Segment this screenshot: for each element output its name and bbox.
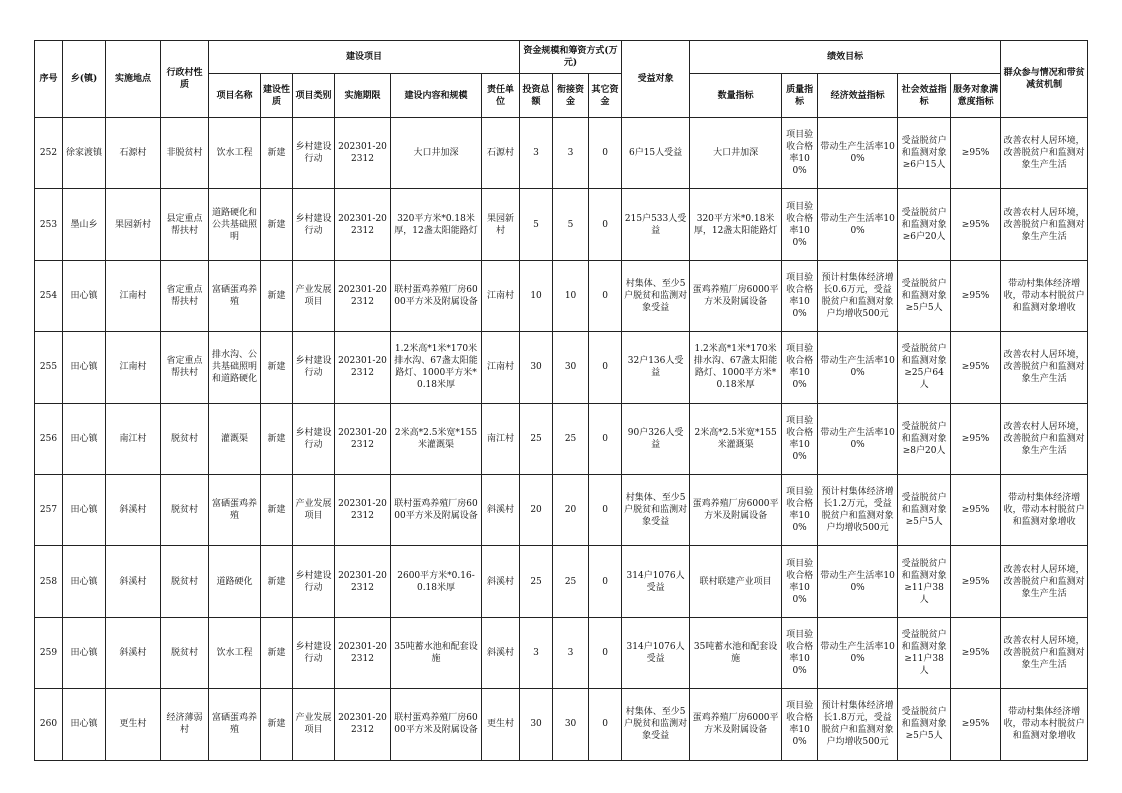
header-period: 实施期限 <box>335 74 391 118</box>
cell-content-scale: 2米高*2.5米宽*155米灌溉渠 <box>391 403 482 474</box>
cell-period: 202301-202312 <box>335 546 391 617</box>
cell-other-funds: 0 <box>589 617 622 688</box>
cell-satisfaction-indicator: ≥95% <box>951 260 1001 331</box>
header-town: 乡(镇) <box>63 41 106 118</box>
cell-total-investment: 3 <box>520 118 553 189</box>
cell-quality-indicator: 项目验收合格率100% <box>782 689 818 760</box>
cell-project-type: 乡村建设行动 <box>293 118 335 189</box>
header-construction: 建设项目 <box>209 41 520 74</box>
header-social-indicator: 社会效益指标 <box>898 74 951 118</box>
cell-quantity-indicator: 1.2米高*1米*170米排水沟、67盏太阳能路灯、1000平方米*0.18米厚 <box>690 332 782 403</box>
cell-total-investment: 30 <box>520 332 553 403</box>
cell-seq: 255 <box>35 332 63 403</box>
header-responsible-unit: 责任单位 <box>482 74 520 118</box>
cell-period: 202301-202312 <box>335 189 391 260</box>
header-participation: 群众参与情况和带贫减贫机制 <box>1001 41 1088 118</box>
cell-quality-indicator: 项目验收合格率100% <box>782 118 818 189</box>
cell-project-name: 饮水工程 <box>209 118 261 189</box>
cell-other-funds: 0 <box>589 403 622 474</box>
cell-seq: 256 <box>35 403 63 474</box>
cell-total-investment: 5 <box>520 189 553 260</box>
cell-responsible-unit: 江南村 <box>482 260 520 331</box>
cell-economic-indicator: 带动生产生活率100% <box>818 118 898 189</box>
cell-seq: 253 <box>35 189 63 260</box>
cell-beneficiary: 村集体、至少5户脱贫和监测对象受益 <box>622 260 690 331</box>
cell-beneficiary: 90户326人受益 <box>622 403 690 474</box>
cell-social-indicator: 受益脱贫户和监测对象≥5户5人 <box>898 260 951 331</box>
cell-beneficiary: 215户533人受益 <box>622 189 690 260</box>
cell-location: 斜溪村 <box>106 474 161 545</box>
cell-participation: 改善农村人居环境，改善脱贫户和监测对象生产生活 <box>1001 189 1088 260</box>
cell-other-funds: 0 <box>589 260 622 331</box>
cell-quantity-indicator: 320平方米*0.18米厚，12盏太阳能路灯 <box>690 189 782 260</box>
cell-build-nature: 新建 <box>261 474 293 545</box>
cell-project-name: 道路硬化 <box>209 546 261 617</box>
cell-location: 江南村 <box>106 260 161 331</box>
cell-total-investment: 3 <box>520 617 553 688</box>
cell-village-nature: 非脱贫村 <box>161 118 209 189</box>
header-seq: 序号 <box>35 41 63 118</box>
cell-village-nature: 脱贫村 <box>161 546 209 617</box>
cell-responsible-unit: 斜溪村 <box>482 617 520 688</box>
cell-responsible-unit: 南江村 <box>482 403 520 474</box>
cell-quality-indicator: 项目验收合格率100% <box>782 617 818 688</box>
project-table <box>34 40 1088 761</box>
cell-beneficiary: 村集体、至少5户脱贫和监测对象受益 <box>622 689 690 760</box>
cell-project-name: 道路硬化和公共基础照明 <box>209 189 261 260</box>
cell-participation: 改善农村人居环境，改善脱贫户和监测对象生产生活 <box>1001 118 1088 189</box>
header-other-funds: 其它资金 <box>589 74 622 118</box>
header-funding: 资金规模和筹资方式(万元) <box>520 41 622 74</box>
cell-village-nature: 县定重点帮扶村 <box>161 189 209 260</box>
cell-other-funds: 0 <box>589 118 622 189</box>
cell-beneficiary: 6户15人受益 <box>622 118 690 189</box>
cell-participation: 带动村集体经济增收，带动本村脱贫户和监测对象增收 <box>1001 474 1088 545</box>
header-total-investment: 投资总额 <box>520 74 553 118</box>
cell-town: 田心镇 <box>63 617 106 688</box>
cell-economic-indicator: 带动生产生活率100% <box>818 403 898 474</box>
cell-period: 202301-202312 <box>335 617 391 688</box>
cell-satisfaction-indicator: ≥95% <box>951 617 1001 688</box>
cell-project-name: 排水沟、公共基础照明和道路硬化 <box>209 332 261 403</box>
cell-other-funds: 0 <box>589 689 622 760</box>
project-sheet <box>34 40 1088 761</box>
cell-seq: 258 <box>35 546 63 617</box>
cell-quality-indicator: 项目验收合格率100% <box>782 189 818 260</box>
table-row <box>35 332 1088 403</box>
cell-period: 202301-202312 <box>335 403 391 474</box>
cell-social-indicator: 受益脱贫户和监测对象≥6户15人 <box>898 118 951 189</box>
cell-town: 徐家渡镇 <box>63 118 106 189</box>
cell-participation: 带动村集体经济增收，带动本村脱贫户和监测对象增收 <box>1001 260 1088 331</box>
cell-participation: 改善农村人居环境，改善脱贫户和监测对象生产生活 <box>1001 403 1088 474</box>
cell-village-nature: 脱贫村 <box>161 474 209 545</box>
cell-satisfaction-indicator: ≥95% <box>951 189 1001 260</box>
header-quality-indicator: 质量指标 <box>782 74 818 118</box>
cell-beneficiary: 32户136人受益 <box>622 332 690 403</box>
cell-location: 石源村 <box>106 118 161 189</box>
cell-location: 果园新村 <box>106 189 161 260</box>
table-row <box>35 118 1088 189</box>
cell-linked-funds: 5 <box>553 189 589 260</box>
cell-seq: 254 <box>35 260 63 331</box>
cell-satisfaction-indicator: ≥95% <box>951 118 1001 189</box>
header-village-nature: 行政村性质 <box>161 41 209 118</box>
cell-social-indicator: 受益脱贫户和监测对象≥8户20人 <box>898 403 951 474</box>
cell-participation: 改善农村人居环境，改善脱贫户和监测对象生产生活 <box>1001 617 1088 688</box>
cell-project-name: 富硒蛋鸡养殖 <box>209 474 261 545</box>
cell-period: 202301-202312 <box>335 332 391 403</box>
cell-build-nature: 新建 <box>261 332 293 403</box>
cell-total-investment: 25 <box>520 546 553 617</box>
header-quantity-indicator: 数量指标 <box>690 74 782 118</box>
cell-beneficiary: 314户1076人受益 <box>622 617 690 688</box>
cell-content-scale: 35吨蓄水池和配套设施 <box>391 617 482 688</box>
cell-content-scale: 联村蛋鸡养殖厂房6000平方米及附属设备 <box>391 689 482 760</box>
cell-linked-funds: 30 <box>553 689 589 760</box>
cell-social-indicator: 受益脱贫户和监测对象≥6户20人 <box>898 189 951 260</box>
header-beneficiary: 受益对象 <box>622 41 690 118</box>
cell-build-nature: 新建 <box>261 118 293 189</box>
cell-content-scale: 联村蛋鸡养殖厂房6000平方米及附属设备 <box>391 260 482 331</box>
cell-content-scale: 大口井加深 <box>391 118 482 189</box>
cell-participation: 改善农村人居环境，改善脱贫户和监测对象生产生活 <box>1001 332 1088 403</box>
header-content-scale: 建设内容和规模 <box>391 74 482 118</box>
cell-quality-indicator: 项目验收合格率100% <box>782 332 818 403</box>
cell-other-funds: 0 <box>589 546 622 617</box>
cell-content-scale: 320平方米*0.18米厚，12盏太阳能路灯 <box>391 189 482 260</box>
cell-participation: 带动村集体经济增收，带动本村脱贫户和监测对象增收 <box>1001 689 1088 760</box>
cell-responsible-unit: 更生村 <box>482 689 520 760</box>
cell-satisfaction-indicator: ≥95% <box>951 403 1001 474</box>
cell-build-nature: 新建 <box>261 260 293 331</box>
cell-linked-funds: 3 <box>553 617 589 688</box>
cell-village-nature: 经济薄弱村 <box>161 689 209 760</box>
cell-village-nature: 脱贫村 <box>161 403 209 474</box>
cell-economic-indicator: 预计村集体经济增长1.8万元，受益脱贫户和监测对象户均增收500元 <box>818 689 898 760</box>
cell-period: 202301-202312 <box>335 118 391 189</box>
cell-responsible-unit: 果园新村 <box>482 189 520 260</box>
cell-project-type: 乡村建设行动 <box>293 189 335 260</box>
cell-project-type: 乡村建设行动 <box>293 403 335 474</box>
cell-location: 南江村 <box>106 403 161 474</box>
cell-beneficiary: 314户1076人受益 <box>622 546 690 617</box>
cell-village-nature: 脱贫村 <box>161 617 209 688</box>
cell-total-investment: 25 <box>520 403 553 474</box>
cell-quality-indicator: 项目验收合格率100% <box>782 403 818 474</box>
cell-location: 斜溪村 <box>106 617 161 688</box>
cell-location: 斜溪村 <box>106 546 161 617</box>
cell-economic-indicator: 预计村集体经济增长0.6万元，受益脱贫户和监测对象户均增收500元 <box>818 260 898 331</box>
cell-seq: 259 <box>35 617 63 688</box>
cell-total-investment: 20 <box>520 474 553 545</box>
cell-build-nature: 新建 <box>261 546 293 617</box>
cell-total-investment: 30 <box>520 689 553 760</box>
header-economic-indicator: 经济效益指标 <box>818 74 898 118</box>
cell-social-indicator: 受益脱贫户和监测对象≥5户5人 <box>898 474 951 545</box>
cell-seq: 252 <box>35 118 63 189</box>
cell-quality-indicator: 项目验收合格率100% <box>782 260 818 331</box>
cell-project-name: 灌溉渠 <box>209 403 261 474</box>
cell-location: 江南村 <box>106 332 161 403</box>
cell-other-funds: 0 <box>589 332 622 403</box>
cell-quantity-indicator: 大口井加深 <box>690 118 782 189</box>
cell-town: 田心镇 <box>63 689 106 760</box>
cell-satisfaction-indicator: ≥95% <box>951 546 1001 617</box>
cell-period: 202301-202312 <box>335 689 391 760</box>
cell-total-investment: 10 <box>520 260 553 331</box>
header-project-name: 项目名称 <box>209 74 261 118</box>
cell-linked-funds: 25 <box>553 403 589 474</box>
cell-period: 202301-202312 <box>335 260 391 331</box>
header-linked-funds: 衔接资金 <box>553 74 589 118</box>
cell-location: 更生村 <box>106 689 161 760</box>
cell-quantity-indicator: 35吨蓄水池和配套设施 <box>690 617 782 688</box>
cell-project-name: 富硒蛋鸡养殖 <box>209 689 261 760</box>
cell-village-nature: 省定重点帮扶村 <box>161 260 209 331</box>
cell-content-scale: 2600平方米*0.16-0.18米厚 <box>391 546 482 617</box>
cell-economic-indicator: 带动生产生活率100% <box>818 546 898 617</box>
cell-social-indicator: 受益脱贫户和监测对象≥25户64人 <box>898 332 951 403</box>
cell-content-scale: 1.2米高*1米*170米排水沟、67盏太阳能路灯、1000平方米*0.18米厚 <box>391 332 482 403</box>
cell-project-type: 产业发展项目 <box>293 474 335 545</box>
cell-town: 墨山乡 <box>63 189 106 260</box>
table-row <box>35 403 1088 474</box>
cell-quality-indicator: 项目验收合格率100% <box>782 474 818 545</box>
table-row <box>35 474 1088 545</box>
header-location: 实施地点 <box>106 41 161 118</box>
table-row <box>35 689 1088 760</box>
header-satisfaction-indicator: 服务对象满意度指标 <box>951 74 1001 118</box>
cell-economic-indicator: 预计村集体经济增长1.2万元，受益脱贫户和监测对象户均增收500元 <box>818 474 898 545</box>
header-performance: 绩效目标 <box>690 41 1001 74</box>
cell-linked-funds: 20 <box>553 474 589 545</box>
cell-project-type: 乡村建设行动 <box>293 332 335 403</box>
cell-other-funds: 0 <box>589 474 622 545</box>
cell-responsible-unit: 石源村 <box>482 118 520 189</box>
cell-quantity-indicator: 蛋鸡养殖厂房6000平方米及附属设备 <box>690 689 782 760</box>
cell-social-indicator: 受益脱贫户和监测对象≥11户38人 <box>898 546 951 617</box>
cell-build-nature: 新建 <box>261 189 293 260</box>
cell-linked-funds: 10 <box>553 260 589 331</box>
cell-economic-indicator: 带动生产生活率100% <box>818 617 898 688</box>
cell-other-funds: 0 <box>589 189 622 260</box>
header-project-type: 项目类别 <box>293 74 335 118</box>
cell-linked-funds: 25 <box>553 546 589 617</box>
cell-town: 田心镇 <box>63 474 106 545</box>
cell-content-scale: 联村蛋鸡养殖厂房6000平方米及附属设备 <box>391 474 482 545</box>
cell-quantity-indicator: 蛋鸡养殖厂房6000平方米及附属设备 <box>690 474 782 545</box>
cell-linked-funds: 3 <box>553 118 589 189</box>
cell-project-type: 乡村建设行动 <box>293 546 335 617</box>
cell-period: 202301-202312 <box>335 474 391 545</box>
cell-town: 田心镇 <box>63 332 106 403</box>
cell-seq: 257 <box>35 474 63 545</box>
cell-satisfaction-indicator: ≥95% <box>951 474 1001 545</box>
cell-project-type: 产业发展项目 <box>293 689 335 760</box>
cell-linked-funds: 30 <box>553 332 589 403</box>
table-row <box>35 617 1088 688</box>
cell-seq: 260 <box>35 689 63 760</box>
cell-quantity-indicator: 蛋鸡养殖厂房6000平方米及附属设备 <box>690 260 782 331</box>
cell-build-nature: 新建 <box>261 617 293 688</box>
cell-satisfaction-indicator: ≥95% <box>951 689 1001 760</box>
cell-quality-indicator: 项目验收合格率100% <box>782 546 818 617</box>
cell-build-nature: 新建 <box>261 403 293 474</box>
cell-participation: 改善农村人居环境，改善脱贫户和监测对象生产生活 <box>1001 546 1088 617</box>
cell-responsible-unit: 斜溪村 <box>482 546 520 617</box>
cell-town: 田心镇 <box>63 546 106 617</box>
cell-satisfaction-indicator: ≥95% <box>951 332 1001 403</box>
cell-responsible-unit: 斜溪村 <box>482 474 520 545</box>
cell-social-indicator: 受益脱贫户和监测对象≥5户5人 <box>898 689 951 760</box>
cell-social-indicator: 受益脱贫户和监测对象≥11户38人 <box>898 617 951 688</box>
cell-project-name: 富硒蛋鸡养殖 <box>209 260 261 331</box>
cell-quantity-indicator: 联村联建产业项目 <box>690 546 782 617</box>
cell-village-nature: 省定重点帮扶村 <box>161 332 209 403</box>
table-row <box>35 189 1088 260</box>
cell-economic-indicator: 带动生产生活率100% <box>818 189 898 260</box>
cell-build-nature: 新建 <box>261 689 293 760</box>
table-row <box>35 546 1088 617</box>
cell-economic-indicator: 带动生产生活率100% <box>818 332 898 403</box>
cell-town: 田心镇 <box>63 260 106 331</box>
cell-beneficiary: 村集体、至少5户脱贫和监测对象受益 <box>622 474 690 545</box>
cell-project-type: 乡村建设行动 <box>293 617 335 688</box>
cell-project-name: 饮水工程 <box>209 617 261 688</box>
cell-quantity-indicator: 2米高*2.5米宽*155米灌溉渠 <box>690 403 782 474</box>
header-build-nature: 建设性质 <box>261 74 293 118</box>
cell-town: 田心镇 <box>63 403 106 474</box>
table-row <box>35 260 1088 331</box>
cell-project-type: 产业发展项目 <box>293 260 335 331</box>
cell-responsible-unit: 江南村 <box>482 332 520 403</box>
